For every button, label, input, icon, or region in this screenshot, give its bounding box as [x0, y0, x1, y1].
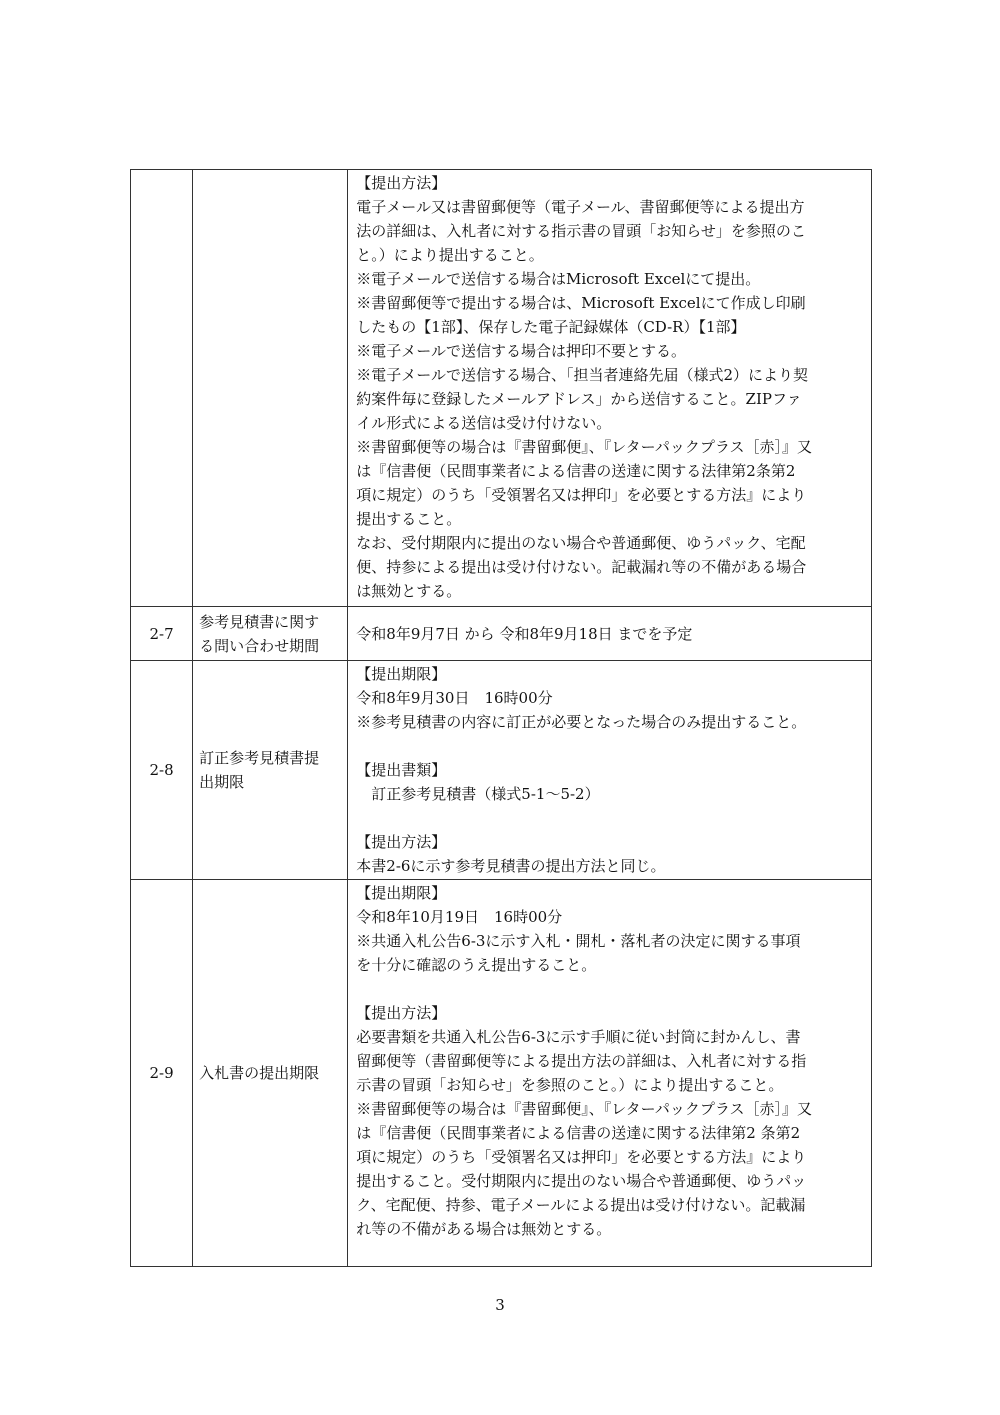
- body-line: 法の詳細は、入札者に対する指示書の冒頭「お知らせ」を参照のこ: [356, 222, 806, 240]
- row-body-cell: [348, 661, 872, 880]
- body-line: 令和8年10月19日 16時00分: [356, 908, 563, 926]
- item-line: 入札書の提出期限: [199, 1064, 320, 1082]
- body-line: 【提出期限】: [356, 884, 447, 902]
- body-line: は無効とする。: [356, 582, 462, 600]
- body-line: 提出すること。受付期限内に提出のない場合や普通郵便、ゆうパッ: [356, 1172, 807, 1190]
- body-line: と。）により提出すること。: [356, 246, 544, 264]
- body-line: 訂正参考見積書（様式5-1～5-2）: [356, 785, 600, 803]
- body-line: 示書の冒頭「お知らせ」を参照のこと。）により提出すること。: [356, 1076, 784, 1094]
- row-number-cell: [131, 170, 193, 607]
- row-item-cell: [193, 661, 348, 880]
- item-line: 出期限: [199, 773, 245, 791]
- table-row: [131, 607, 872, 661]
- body-line: 約案件毎に登録したメールアドレス」から送信すること。ZIPファ: [356, 390, 802, 408]
- body-line: ※書留郵便等で提出する場合は、Microsoft Excelにて作成し印刷: [356, 294, 806, 312]
- body-line: を十分に確認のうえ提出すること。: [356, 956, 597, 974]
- table-row: [131, 880, 872, 1267]
- blank-line: [356, 977, 863, 1001]
- body-line: ※電子メールで送信する場合はMicrosoft Excelにて提出。: [356, 270, 761, 288]
- body-line: イル形式による送信は受け付けない。: [356, 414, 612, 432]
- body-line: れ等の不備がある場合は無効とする。: [356, 1220, 612, 1238]
- body-line: 電子メール又は書留郵便等（電子メール、書留郵便等による提出方: [356, 198, 805, 216]
- body-line: 提出すること。: [356, 510, 462, 528]
- row-number-cell: 2-7: [131, 607, 193, 661]
- body-line: 【提出期限】: [356, 665, 447, 683]
- body-line: ※書留郵便等の場合は『書留郵便』、『レターパックプラス［赤］』又: [356, 438, 812, 456]
- body-line: ※電子メールで送信する場合は押印不要とする。: [356, 342, 686, 360]
- item-line: る問い合わせ期間: [199, 636, 320, 655]
- body-line: 項に規定）のうち「受領署名又は押印」を必要とする方法』により: [356, 1148, 807, 1166]
- row-item-cell: [193, 607, 348, 661]
- row-body-cell: [348, 170, 872, 607]
- requirements-table: [130, 169, 872, 1267]
- blank-line: [356, 734, 863, 758]
- body-line: 必要書類を共通入札公告6-3に示す手順に従い封筒に封かんし、書: [356, 1028, 801, 1046]
- body-line: なお、受付期限内に提出のない場合や普通郵便、ゆうパック、宅配: [356, 534, 806, 552]
- table-row: [131, 661, 872, 880]
- page-number: 3: [495, 1296, 505, 1314]
- body-line: ※書留郵便等の場合は『書留郵便』、『レターパックプラス［赤］』又: [356, 1100, 812, 1118]
- body-line: ※電子メールで送信する場合、「担当者連絡先届（様式2）により契: [356, 366, 809, 384]
- item-line: 訂正参考見積書提: [199, 749, 320, 767]
- body-line: は『信書便（民間事業者による信書の送達に関する法律第2条第2: [356, 462, 796, 480]
- body-line: 項に規定）のうち「受領署名又は押印」を必要とする方法』により: [356, 486, 807, 504]
- body-line: 【提出方法】: [356, 174, 447, 192]
- table-row: [131, 170, 872, 607]
- blank-line: [356, 806, 863, 830]
- item-line: 参考見積書に関す: [199, 612, 320, 631]
- body-line: したもの【1部】、保存した電子記録媒体（CD-R）【1部】: [356, 318, 746, 336]
- body-line: ※共通入札公告6-3に示す入札・開札・落札者の決定に関する事項: [356, 932, 801, 950]
- row-number-cell: 2-8: [131, 661, 193, 880]
- row-number-cell: 2-9: [131, 880, 193, 1267]
- body-line: 令和8年9月30日 16時00分: [356, 689, 553, 707]
- body-line: ク、宅配便、持参、電子メールによる提出は受け付けない。記載漏: [356, 1196, 806, 1214]
- row-body-cell: [348, 880, 872, 1267]
- body-line: 留郵便等（書留郵便等による提出方法の詳細は、入札者に対する指: [356, 1052, 807, 1070]
- row-item-cell: [193, 170, 348, 607]
- body-line: 便、持参による提出は受け付けない。記載漏れ等の不備がある場合: [356, 558, 807, 576]
- body-line: 令和8年9月7日 から 令和8年9月18日 までを予定: [356, 624, 693, 643]
- row-body-cell: [348, 607, 872, 661]
- body-line: 本書2-6に示す参考見積書の提出方法と同じ。: [356, 857, 666, 875]
- row-item-cell: [193, 880, 348, 1267]
- body-line: は『信書便（民間事業者による信書の送達に関する法律第2 条第2: [356, 1124, 801, 1142]
- body-line: 【提出方法】: [356, 833, 447, 851]
- body-line: ※参考見積書の内容に訂正が必要となった場合のみ提出すること。: [356, 713, 807, 731]
- body-line: 【提出書類】: [356, 761, 447, 779]
- body-line: 【提出方法】: [356, 1004, 447, 1022]
